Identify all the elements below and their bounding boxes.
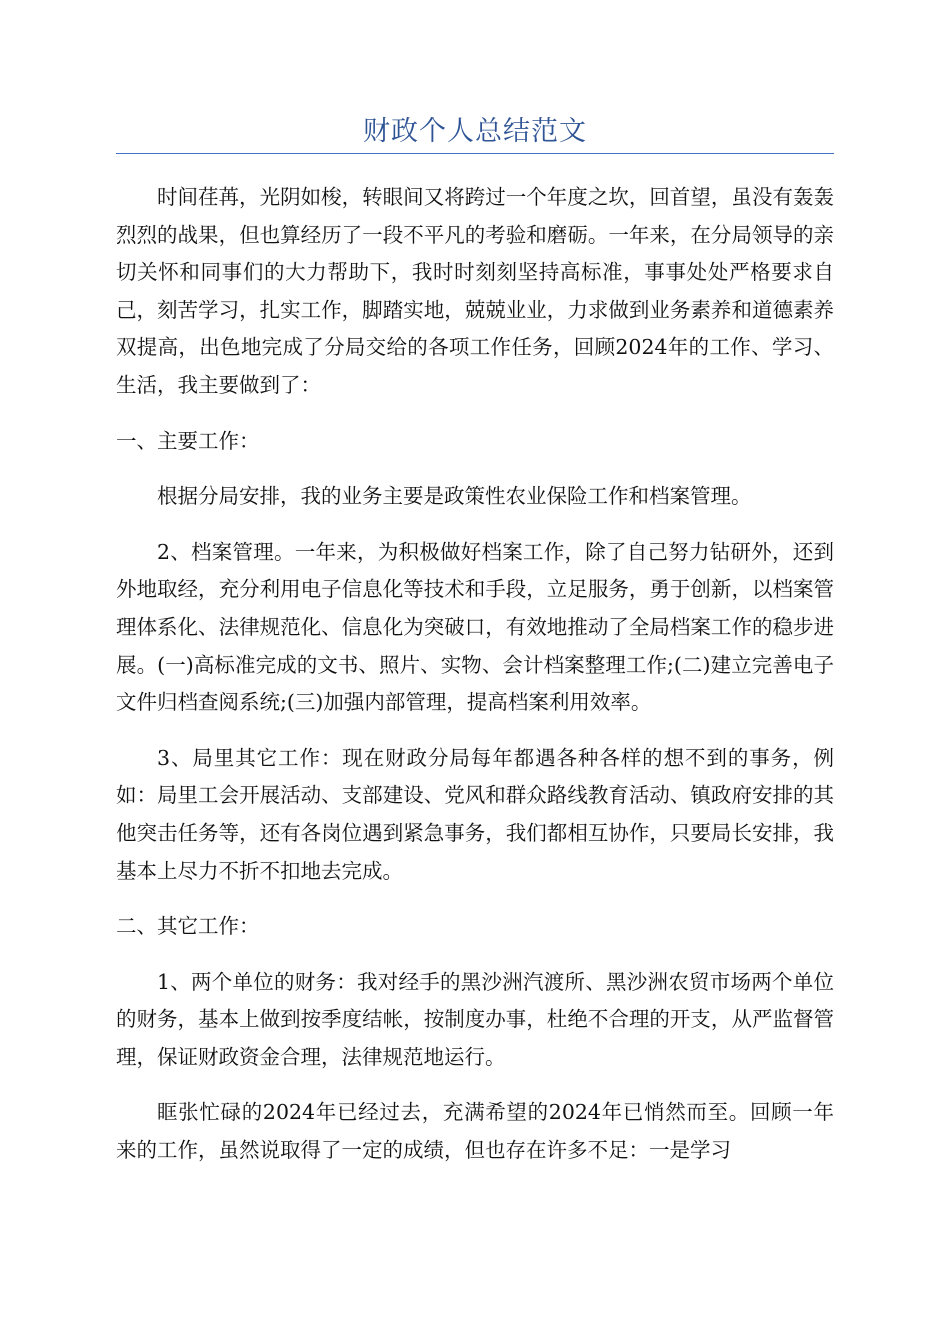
document-body	[116, 179, 834, 1188]
paragraph-archive-management: 2、档案管理。一年来，为积极做好档案工作，除了自己努力钻研外，还到外地取经，充分利用电子信息化等技术和手段，立足服务，勇于创新，以档案管理体系化、法律规范化、信息化为突破口，有效地推动了全局档案工作的稳步进展。(一)高标准完成的文书、照片、实物、会计档案整理工作;(二)建立完善电子文件归档查阅系统;(三)加强内部管理，提高档案利用效率。	[116, 539, 834, 715]
paragraph-other-bureau-work: 3、局里其它工作：现在财政分局每年都遇各种各样的想不到的事务，例如：局里工会开展活动、支部建设、党风和群众路线教育活动、镇政府安排的其他突击任务等，还有各岗位遇到紧急事务，我们都相互协作，只要局长安排，我基本上尽力不折不扣地去完成。	[116, 745, 834, 883]
paragraph-unit-finances: 1、两个单位的财务：我对经手的黑沙洲汽渡所、黑沙洲农贸市场两个单位的财务，基本上做到按季度结帐，按制度办事，杜绝不合理的开支，从严监督管理，保证财政资金合理，法律规范地运行。	[116, 969, 834, 1069]
section-heading-main-work: 一、主要工作：	[116, 428, 260, 453]
document-title: 财政个人总结范文	[363, 116, 587, 147]
paragraph-intro: 时间荏苒，光阴如梭，转眼间又将跨过一个年度之坎，回首望，虽没有轰轰烈烈的战果，但也算经历了一段不平凡的考验和磨砺。一年来，在分局领导的亲切关怀和同事们的大力帮助下，我时时刻刻坚持高标准，事事处处严格要求自己，刻苦学习，扎实工作，脚踏实地，兢兢业业，力求做到业务素养和道德素养双提高，出色地完成了分局交给的各项工作任务，回顾2024年的工作、学习、生活，我主要做到了：	[116, 185, 834, 397]
paragraph-review: 眶张忙碌的2024年已经过去，充满希望的2024年已悄然而至。回顾一年来的工作，虽然说取得了一定的成绩，但也存在许多不足：一是学习	[116, 1100, 834, 1163]
title-underline	[116, 153, 834, 154]
section-heading-other-work: 二、其它工作：	[116, 914, 260, 939]
paragraph-business-scope: 根据分局安排，我的业务主要是政策性农业保险工作和档案管理。	[157, 484, 752, 509]
